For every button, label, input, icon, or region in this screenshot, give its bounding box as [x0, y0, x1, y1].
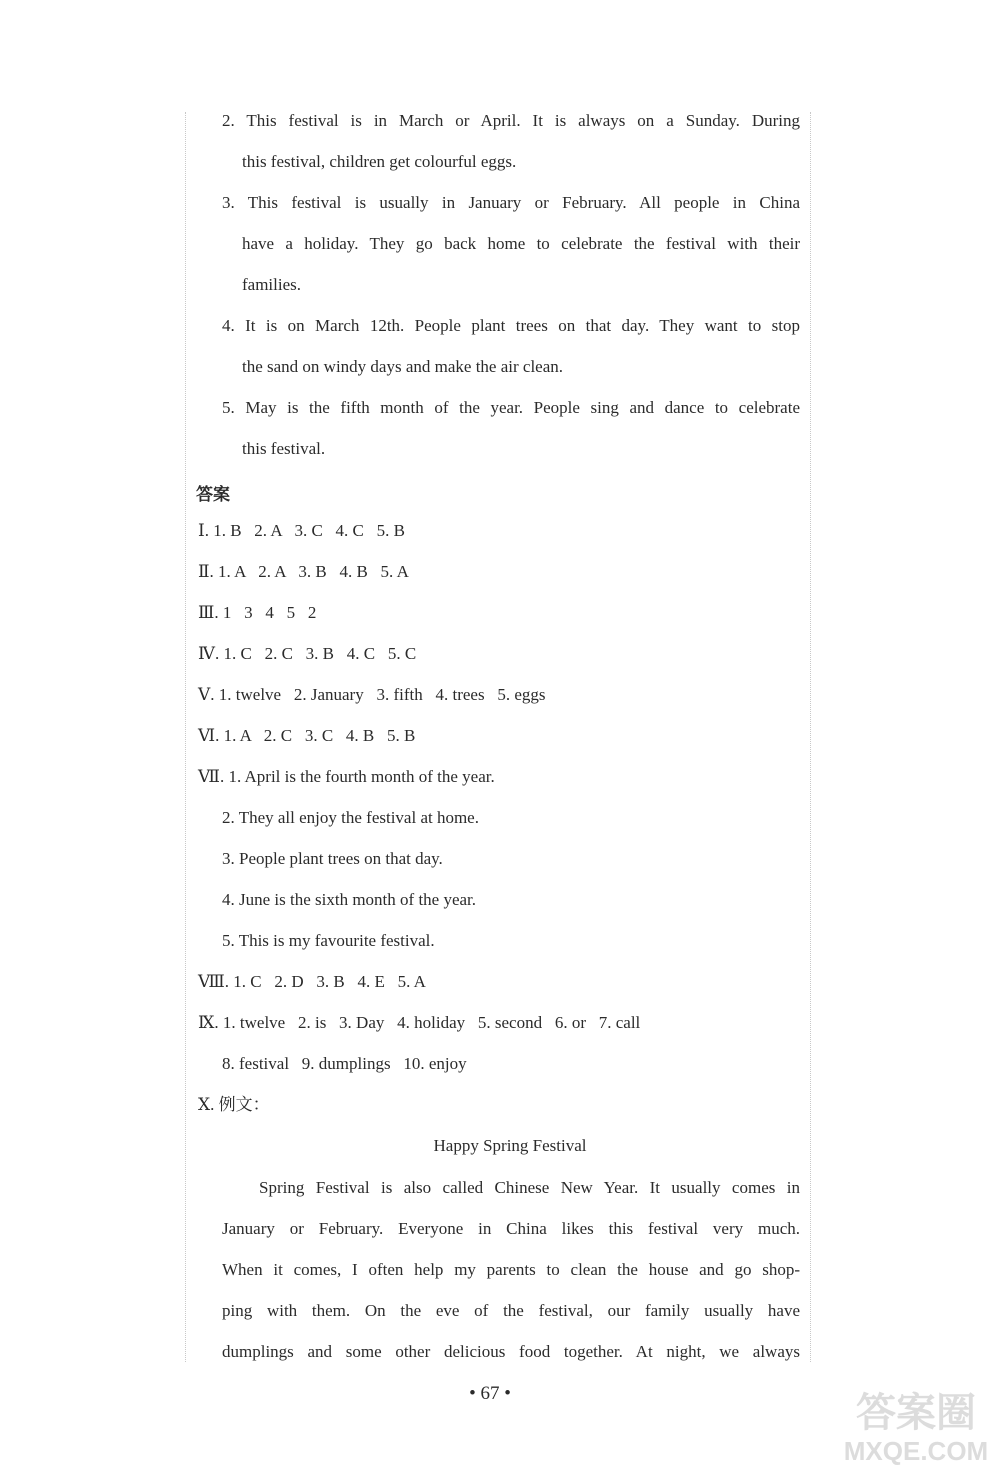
- answer-7-item-4: 4. June is the sixth month of the year.: [222, 890, 477, 909]
- question-4-line-1: 4. It is on March 12th. People plant trees on that day. They want to stop: [222, 316, 800, 335]
- watermark-logo: [836, 1378, 996, 1468]
- question-3-line-2: have a holiday. They go back home to celebrate the festival with their: [242, 234, 800, 253]
- essay-line-4: ping with them. On the eve of the festival, our family usually have: [222, 1301, 800, 1320]
- answer-section-9-cont: 8. festival 9. dumplings 10. enjoy: [222, 1054, 467, 1073]
- question-2-line-2: this festival, children get colourful eggs.: [242, 152, 517, 171]
- question-2-line-1: 2. This festival is in March or April. It is always on a Sunday. During: [222, 111, 800, 130]
- answer-section-2: Ⅱ. 1. A 2. A 3. B 4. B 5. A: [198, 562, 409, 581]
- answer-section-7: Ⅶ. 1. April is the fourth month of the year.: [198, 767, 495, 786]
- question-3-line-3: families.: [242, 275, 302, 294]
- answer-section-9: Ⅸ. 1. twelve 2. is 3. Day 4. holiday 5. second 6. or 7. call: [198, 1013, 641, 1032]
- right-margin-rule: [810, 112, 811, 1362]
- answer-section-4: Ⅳ. 1. C 2. C 3. B 4. C 5. C: [198, 644, 417, 663]
- answer-section-5: Ⅴ. 1. twelve 2. January 3. fifth 4. trees 5. eggs: [198, 685, 546, 704]
- answer-section-1: Ⅰ. 1. B 2. A 3. C 4. C 5. B: [198, 521, 405, 540]
- essay-line-5: dumplings and some other delicious food together. At night, we always: [222, 1342, 800, 1361]
- answer-section-10: Ⅹ. 例文：: [198, 1095, 270, 1114]
- answer-section-6: Ⅵ. 1. A 2. C 3. C 4. B 5. B: [198, 726, 416, 745]
- question-5-line-2: this festival.: [242, 439, 326, 458]
- essay-line-1: Spring Festival is also called Chinese New Year. It usually comes in: [259, 1178, 800, 1197]
- answers-heading: 答案: [196, 485, 230, 505]
- essay-line-3: When it comes, I often help my parents to clean the house and go shop-: [222, 1260, 800, 1279]
- essay-title: Happy Spring Festival: [433, 1136, 587, 1155]
- page-number: • 67 •: [469, 1383, 511, 1404]
- watermark-top-text: 答案圈: [856, 1391, 976, 1435]
- essay-line-2: January or February. Everyone in China likes this festival very much.: [222, 1219, 800, 1238]
- watermark-bottom-text: MXQE.COM: [843, 1436, 989, 1466]
- question-4-line-2: the sand on windy days and make the air clean.: [242, 357, 564, 376]
- question-3-line-1: 3. This festival is usually in January or February. All people in China: [222, 193, 800, 212]
- question-5-line-1: 5. May is the fifth month of the year. People sing and dance to celebrate: [222, 398, 800, 417]
- answer-section-3: Ⅲ. 1 3 4 5 2: [198, 603, 317, 622]
- answer-7-item-2: 2. They all enjoy the festival at home.: [222, 808, 479, 827]
- answer-7-item-3: 3. People plant trees on that day.: [222, 849, 443, 868]
- answer-section-8: Ⅷ. 1. C 2. D 3. B 4. E 5. A: [198, 972, 426, 991]
- answer-7-item-5: 5. This is my favourite festival.: [222, 931, 435, 950]
- left-margin-rule: [185, 112, 186, 1362]
